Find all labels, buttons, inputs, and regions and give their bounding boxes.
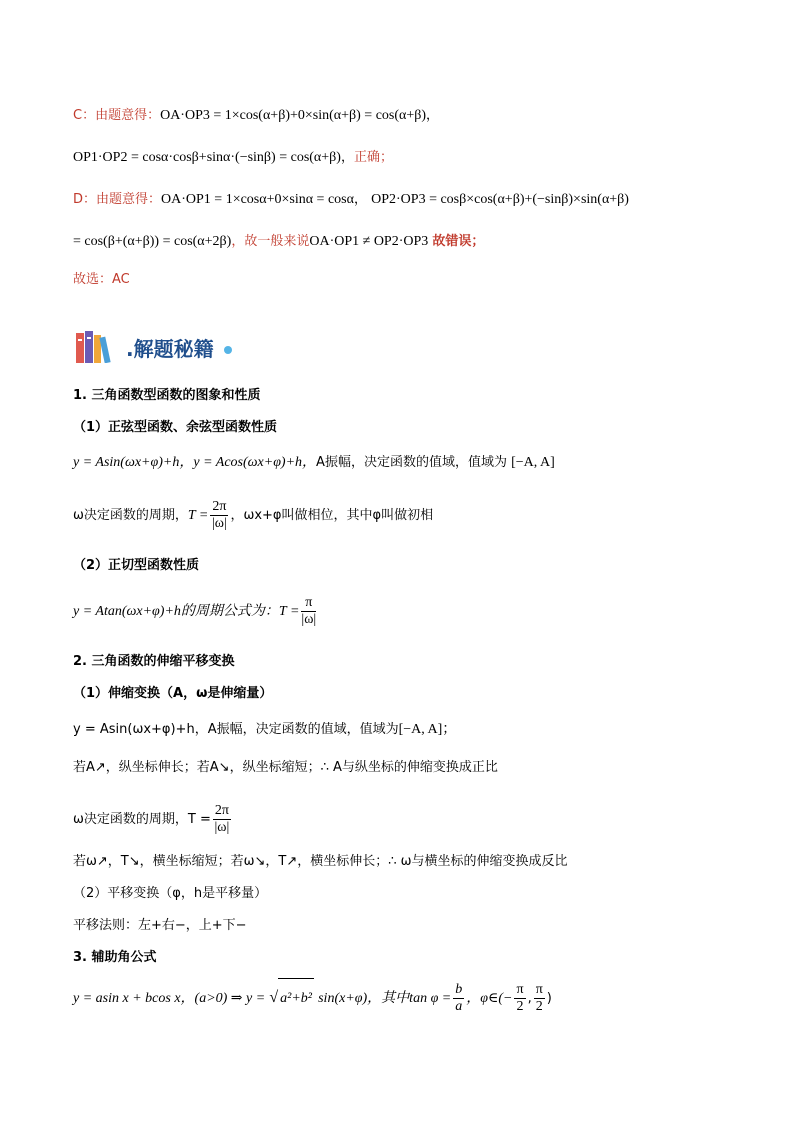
c-verdict: 正确； bbox=[353, 150, 393, 165]
c-formula-2: OP1·OP2 = cosα·cosβ+sinα·(−sinβ) = cos(α+β) bbox=[73, 150, 341, 165]
heading-1: 1. 三角函数型函数的图象和性质 bbox=[73, 388, 261, 403]
p9-text-b: sin(x+φ)，其中tan φ = bbox=[318, 991, 452, 1006]
d-compare: OA·OP1 ≠ OP2·OP3 bbox=[309, 234, 429, 249]
para-7: 若ω↗，T↘，横坐标缩短；若ω↘，T↗，横坐标伸长；∴ ω与横坐标的伸缩变换成反比 bbox=[73, 854, 568, 869]
p1-range: [−A, A] bbox=[511, 455, 555, 470]
p2-text-b: ，ωx+φ叫做相位，其中φ叫做初相 bbox=[230, 508, 434, 523]
p9-fraction: $\frac{b}{a}$ bbox=[455, 982, 463, 1014]
p9-sqrt: a²+b² bbox=[278, 978, 314, 1019]
para-9: y = asin x + bcos x，(a>0) ⇒ y = √ a²+b² sin(x+φ)，其中tan φ = $\frac{b}{a}$ ，φ∈(− $\frac{\pi}{2}$ , $\frac{\pi}{2}$ ) bbox=[73, 978, 552, 1019]
p2-fraction: $\frac{2\pi}{|\omega|}$ bbox=[212, 499, 227, 531]
p1-text: A振幅，决定函数的值域，值域为 bbox=[316, 455, 507, 470]
answer-line: 故选：AC bbox=[73, 272, 130, 287]
para-6 bbox=[73, 800, 233, 840]
p3-fraction: $\frac{\pi}{|\omega|}$ bbox=[301, 595, 317, 627]
p3-text: y = Atan(ωx+φ)+h的周期公式为：T = bbox=[73, 604, 300, 619]
p4-range: [−A, A]； bbox=[398, 722, 457, 737]
para-3 bbox=[73, 592, 318, 632]
solution-d-line1: D：由题意得：OA·OP1 = 1×cosα+0×sinα = cosα， OP2·OP3 = cosβ×cos(α+β)+(−sinβ)×sin(α+β) bbox=[73, 192, 629, 207]
p1-formula: y = Asin(ωx+φ)+h，y = Acos(ωx+φ)+h， bbox=[73, 455, 317, 470]
c-prefix: C：由题意得： bbox=[73, 108, 161, 123]
d-formula-2: = cos(β+(α+β)) = cos(α+2β) bbox=[73, 234, 232, 249]
para-8: 平移法则：左+右−，上+下− bbox=[73, 918, 247, 933]
p2-text-a: ω决定函数的周期， bbox=[73, 508, 188, 523]
d-text: 故一般来说 bbox=[244, 234, 310, 249]
heading-3: 3. 辅助角公式 bbox=[73, 950, 157, 965]
p9-text-c: ，φ∈(− bbox=[466, 991, 513, 1006]
p9-text-a: y = asin x + bcos x，(a>0) ⇒ y = bbox=[73, 991, 266, 1006]
solution-c-line1: C：由题意得：OA·OP3 = 1×cos(α+β)+0×sin(α+β) = cos(α+β)， bbox=[73, 108, 440, 123]
p6-text: ω决定函数的周期，T = bbox=[73, 812, 211, 827]
para-4 bbox=[73, 720, 456, 740]
d-verdict: 故错误； bbox=[432, 234, 485, 249]
books-icon bbox=[76, 331, 120, 363]
d-formula-a: OA·OP1 = 1×cosα+0×sinα = cosα bbox=[161, 192, 354, 207]
p4-text: y = Asin(ωx+φ)+h，A振幅，决定函数的值域，值域为 bbox=[73, 722, 399, 737]
para-5: 若A↗，纵坐标伸长；若A↘，纵坐标缩短；∴ A与纵坐标的伸缩变换成正比 bbox=[73, 760, 498, 775]
p6-fraction: $\frac{2\pi}{|\omega|}$ bbox=[214, 803, 230, 835]
d-formula-b: OP2·OP3 = cosβ×cos(α+β)+(−sinβ)×sin(α+β) bbox=[371, 192, 629, 207]
solution-c-line2: OP1·OP2 = cosα·cosβ+sinα·(−sinβ) = cos(α+β)，正确； bbox=[73, 150, 393, 165]
heading-2-2: （2）平移变换（φ，h是平移量） bbox=[73, 886, 268, 901]
para-2 bbox=[73, 496, 433, 536]
p9-comma: , bbox=[527, 991, 532, 1006]
heading-1-1: （1）正弦型函数、余弦型函数性质 bbox=[73, 420, 278, 435]
heading-2-1: （1）伸缩变换（A，ω是伸缩量） bbox=[73, 686, 273, 701]
solution-d-line2: = cos(β+(α+β)) = cos(α+2β)，故一般来说OA·OP1 ≠ OP2·OP3 故错误； bbox=[73, 234, 485, 249]
p9-frac-pi1: $\frac{\pi}{2}$ bbox=[516, 982, 524, 1014]
p9-close: ) bbox=[546, 991, 552, 1006]
d-prefix: D：由题意得： bbox=[73, 192, 162, 207]
p9-frac-pi2: $\frac{\pi}{2}$ bbox=[535, 982, 543, 1014]
p2-T: T = bbox=[187, 508, 209, 523]
heading-1-2: （2）正切型函数性质 bbox=[73, 558, 200, 573]
c-formula: OA·OP3 = 1×cos(α+β)+0×sin(α+β) = cos(α+β) bbox=[160, 108, 427, 123]
para-1 bbox=[73, 453, 555, 473]
heading-2: 2. 三角函数的伸缩平移变换 bbox=[73, 654, 235, 669]
section-title: .解题秘籍 bbox=[126, 337, 214, 361]
dot-icon bbox=[224, 346, 232, 354]
